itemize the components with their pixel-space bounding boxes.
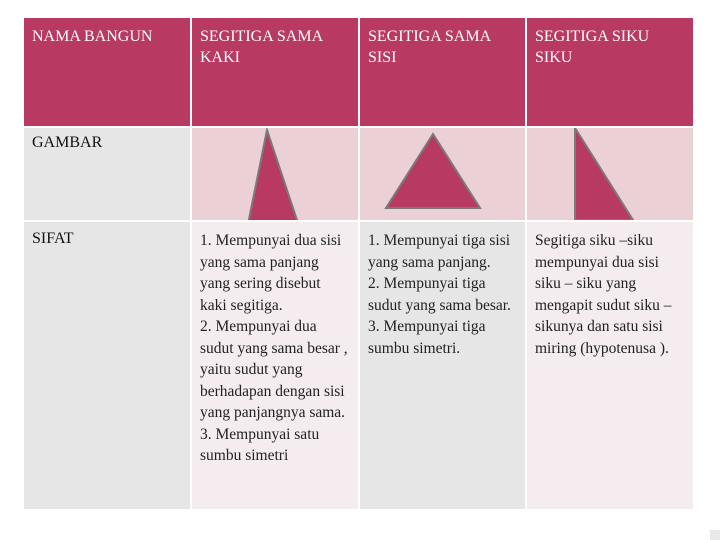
header-cell-sama-kaki (191, 17, 359, 127)
gambar-cell-sama-sisi (359, 127, 526, 221)
header-siku-siku-label: SEGITIGA SIKU SIKU (535, 28, 650, 66)
sifat-sama-sisi-text: 1. Mempunyai tiga sisi yang sama panjang. 2. Mempunyai tiga sudut yang sama besar. 3. Mempunyai tiga sumbu simetri. (368, 232, 511, 357)
gambar-row (23, 127, 694, 221)
slide-corner-decoration (710, 530, 720, 540)
triangle-comparison-table (22, 16, 695, 511)
gambar-cell-sama-kaki (191, 127, 359, 221)
sifat-label: SIFAT (32, 230, 74, 247)
right-triangle (575, 128, 633, 220)
isosceles-triangle (244, 130, 305, 220)
gambar-label-cell (23, 127, 191, 221)
header-sama-sisi-label: SEGITIGA SAMA SISI (368, 28, 491, 66)
equilateral-triangle (386, 134, 480, 208)
header-row (23, 17, 694, 127)
sifat-row (23, 221, 694, 510)
header-sama-kaki-label: SEGITIGA SAMA KAKI (200, 28, 323, 66)
equilateral-triangle-shape (360, 128, 527, 220)
sifat-cell-sama-sisi (359, 221, 526, 510)
right-triangle-shape (527, 128, 695, 220)
header-cell-nama-bangun (23, 17, 191, 127)
sifat-sama-kaki-text: 1. Mempunyai dua sisi yang sama panjang yang sering disebut kaki segitiga. 2. Mempunyai dua sudut yang sama besar , yaitu sudut yang berhadapan dengan sisi yang panjangnya sama. 3. Mempunyai satu sumbu simetri (200, 232, 348, 464)
header-cell-sama-sisi (359, 17, 526, 127)
header-nama-bangun-label: NAMA BANGUN (32, 28, 153, 45)
sifat-cell-sama-kaki (191, 221, 359, 510)
sifat-siku-siku-text: Segitiga siku –siku mempunyai dua sisi siku – siku yang mengapit sudut siku – sikunya dan satu sisi miring (hypotenusa ). (535, 232, 672, 357)
sifat-cell-siku-siku (526, 221, 694, 510)
header-cell-siku-siku (526, 17, 694, 127)
isosceles-triangle-shape (192, 128, 360, 220)
gambar-cell-siku-siku (526, 127, 694, 221)
sifat-label-cell (23, 221, 191, 510)
gambar-label: GAMBAR (32, 134, 103, 151)
